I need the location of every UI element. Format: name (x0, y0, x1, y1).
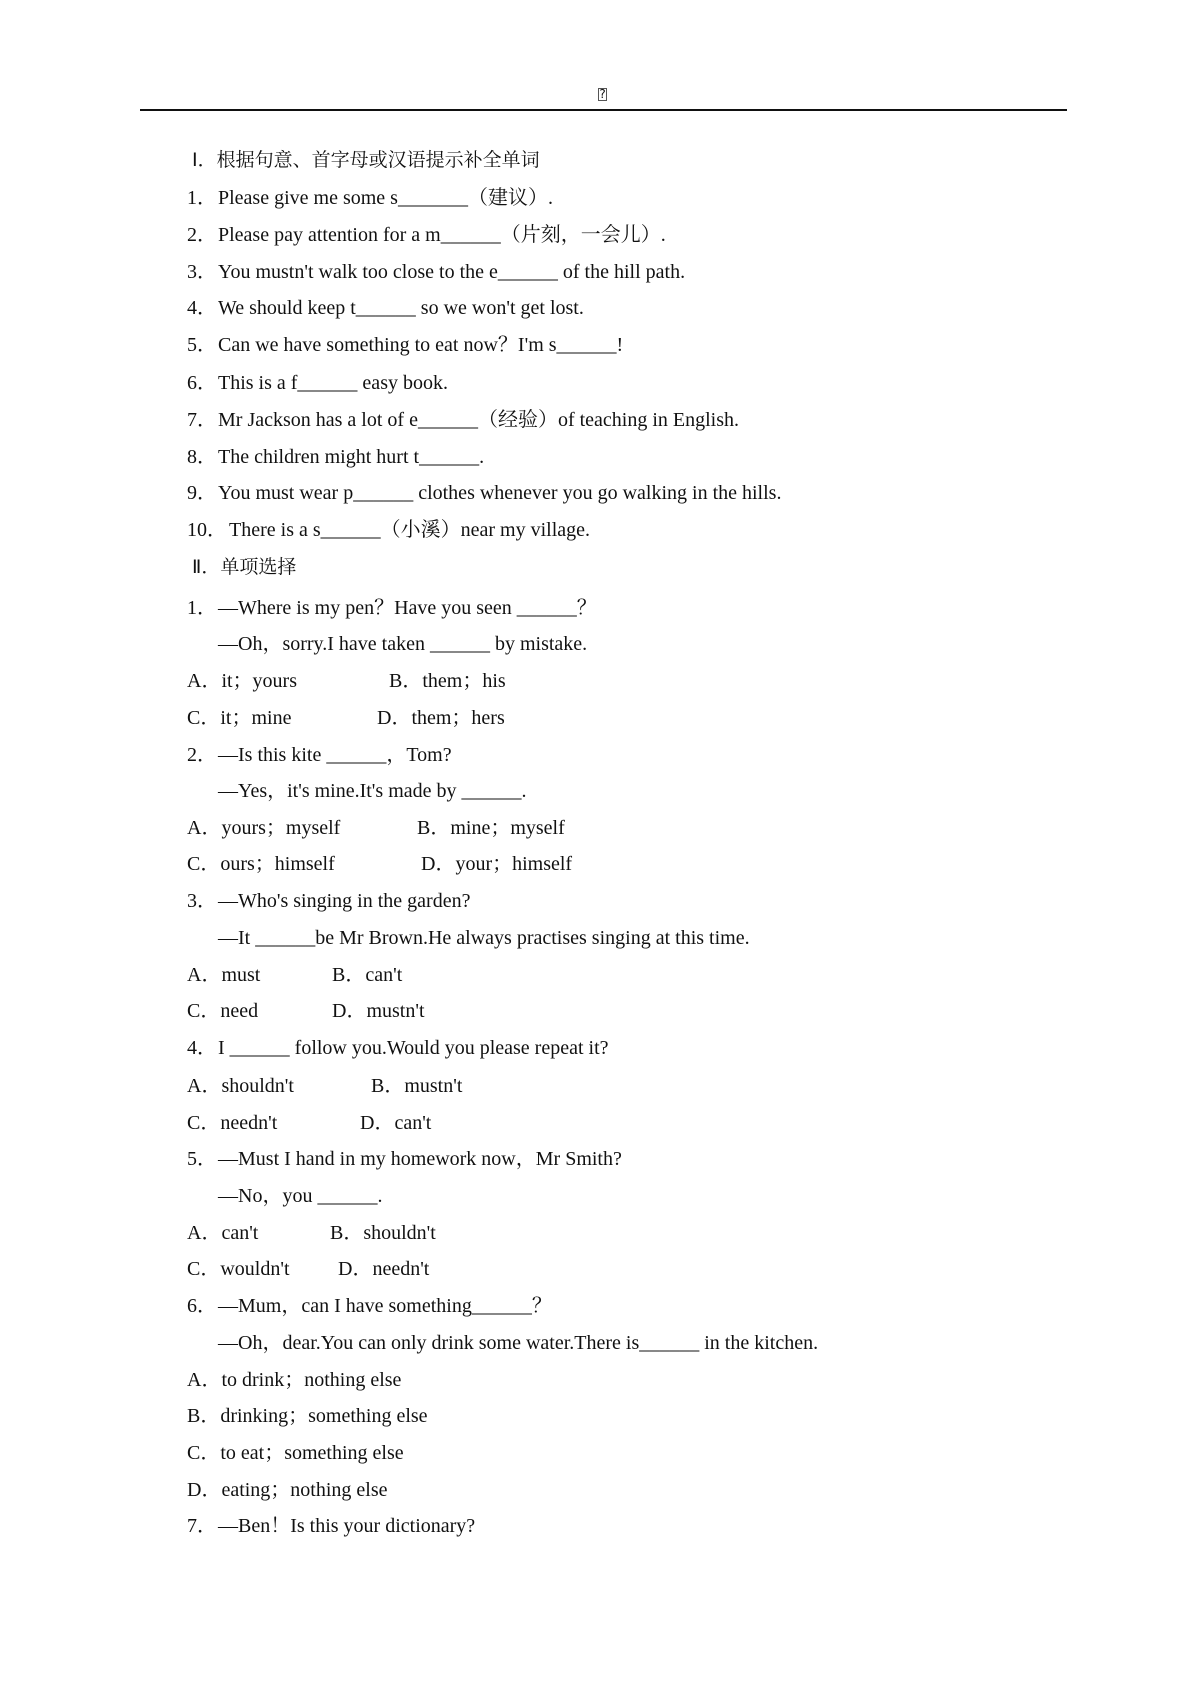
option-c: C．ours；himself (187, 853, 335, 875)
item-number: 4． (187, 297, 217, 319)
question-number: 7． (187, 1515, 217, 1537)
question-text: —Yes，it's mine.It's made by ______. (218, 780, 527, 802)
question-text: —Where is my pen？Have you seen ______？ (218, 597, 597, 619)
item-text: You must wear p______ clothes whenever you go walking in the hills. (218, 482, 782, 504)
question-text: —No，you ______. (218, 1185, 383, 1207)
question-text: —Ben！Is this your dictionary? (218, 1515, 476, 1537)
item-number: 8． (187, 446, 217, 468)
option-b: B．can't (332, 964, 403, 986)
question-text: —It ______be Mr Brown.He always practises singing at this time. (218, 927, 750, 949)
option-b: B．shouldn't (330, 1222, 436, 1244)
item-text: There is a s______（小溪）near my village. (229, 519, 591, 541)
item-text: Please give me some s_______（建议）. (218, 187, 553, 209)
question-text: —Must I hand in my homework now，Mr Smith? (218, 1148, 622, 1170)
item-text: Can we have something to eat now？I'm s______! (218, 334, 624, 356)
item-number: 10． (187, 519, 227, 541)
item-number: 6． (187, 372, 217, 394)
option-a: A．can't (187, 1222, 259, 1244)
question-text: —Mum，can I have something______？ (218, 1295, 552, 1317)
option-a: A．must (187, 964, 261, 986)
item-text: The children might hurt t______. (218, 446, 485, 468)
question-number: 2． (187, 744, 217, 766)
option-d: D．your；himself (421, 853, 573, 875)
option-d: D．can't (360, 1112, 432, 1134)
section-title: Ⅱ．单项选择 (192, 556, 297, 578)
item-text: This is a f______ easy book. (218, 372, 448, 394)
option-c: C．wouldn't (187, 1258, 290, 1280)
question-text: —Oh，sorry.I have taken ______ by mistake. (218, 633, 588, 655)
question-number: 4． (187, 1037, 217, 1059)
option-b: B．mine；myself (417, 817, 565, 839)
option-b: B．mustn't (371, 1075, 463, 1097)
header-mark: ? (599, 87, 606, 101)
question-number: 5． (187, 1148, 217, 1170)
item-number: 9． (187, 482, 217, 504)
option-a: A．yours；myself (187, 817, 341, 839)
question-text: —Who's singing in the garden? (218, 890, 471, 912)
question-number: 6． (187, 1295, 217, 1317)
item-text: You mustn't walk too close to the e______ of the hill path. (218, 261, 686, 283)
section-title: Ⅰ．根据句意、首字母或汉语提示补全单词 (192, 149, 540, 171)
item-number: 2． (187, 224, 217, 246)
question-text: —Oh，dear.You can only drink some water.There is______ in the kitchen. (218, 1332, 819, 1354)
option-a: A．to drink；nothing else (187, 1369, 402, 1391)
option-a: A．shouldn't (187, 1075, 294, 1097)
option-d: D．needn't (338, 1258, 430, 1280)
option-c: C．need (187, 1000, 259, 1022)
item-text: Mr Jackson has a lot of e______（经验）of teaching in English. (218, 409, 740, 431)
option-d: D．them；hers (377, 707, 505, 729)
question-number: 1． (187, 597, 217, 619)
option-d: D．eating；nothing else (187, 1479, 388, 1501)
item-number: 1． (187, 187, 217, 209)
option-b: B．them；his (389, 670, 506, 692)
item-text: We should keep t______ so we won't get lost. (218, 297, 584, 319)
item-number: 7． (187, 409, 217, 431)
option-b: B．drinking；something else (187, 1405, 428, 1427)
question-number: 3． (187, 890, 217, 912)
item-number: 3． (187, 261, 217, 283)
option-d: D．mustn't (332, 1000, 425, 1022)
item-number: 5． (187, 334, 217, 356)
header-rule (140, 109, 1067, 111)
option-c: C．needn't (187, 1112, 278, 1134)
item-text: Please pay attention for a m______（片刻，一会儿）. (218, 224, 666, 246)
option-a: A．it；yours (187, 670, 297, 692)
question-text: I ______ follow you.Would you please repeat it? (218, 1037, 609, 1059)
question-text: —Is this kite ______，Tom? (218, 744, 452, 766)
option-c: C．to eat；something else (187, 1442, 404, 1464)
option-c: C．it；mine (187, 707, 292, 729)
